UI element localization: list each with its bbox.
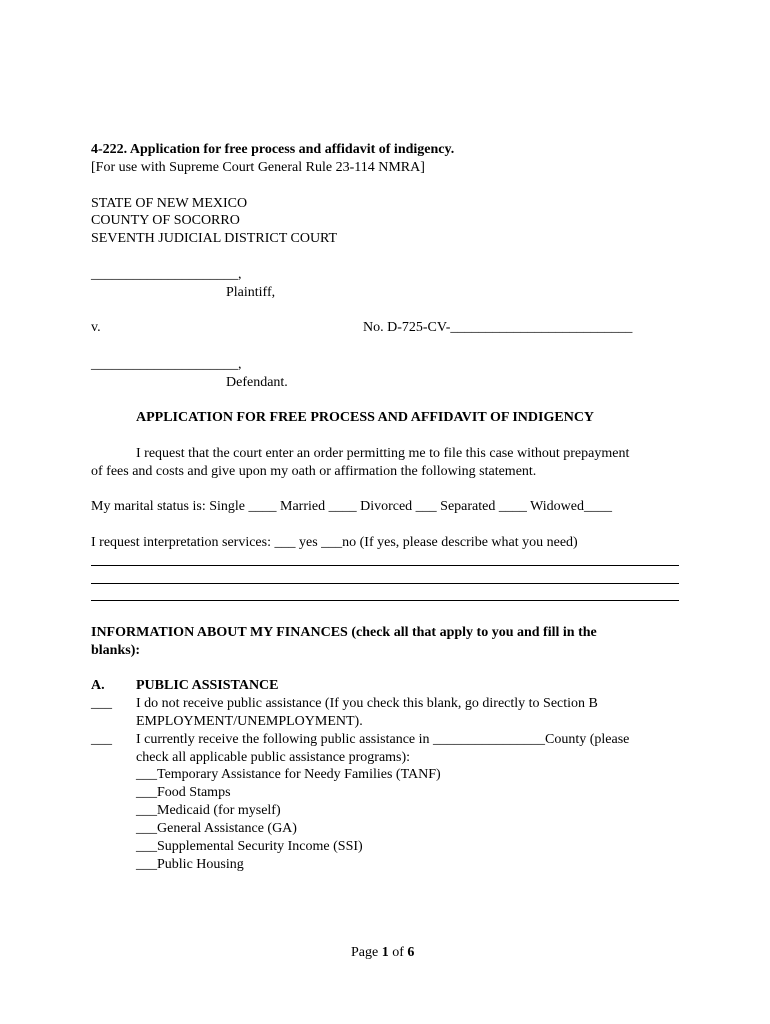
page-total: 6: [407, 945, 415, 960]
program-public-housing[interactable]: ___Public Housing: [136, 857, 244, 872]
description-line-2[interactable]: [91, 583, 679, 584]
versus-label: v.: [91, 320, 101, 335]
plaintiff-label: Plaintiff,: [226, 285, 276, 300]
defendant-label: Defendant.: [226, 375, 288, 390]
page-footer: [351, 944, 414, 962]
plaintiff-blank[interactable]: _____________________,: [91, 267, 242, 282]
marital-status-line[interactable]: My marital status is: Single ____ Married ____ Divorced ___ Separated ____ Widowed____: [91, 499, 612, 514]
no-assistance-checkbox[interactable]: ___: [91, 696, 112, 711]
description-line-3[interactable]: [91, 600, 679, 601]
of-word: of: [388, 945, 408, 960]
program-food-stamps[interactable]: ___Food Stamps: [136, 785, 231, 800]
program-medicaid[interactable]: ___Medicaid (for myself): [136, 803, 281, 818]
case-number-field[interactable]: No. D-725-CV-__________________________: [363, 320, 633, 335]
application-title: APPLICATION FOR FREE PROCESS AND AFFIDAVIT OF INDIGENCY: [136, 410, 595, 425]
receive-assistance-text-1[interactable]: I currently receive the following public assistance in ________________County (please: [136, 732, 630, 747]
intro-line-2: of fees and costs and give upon my oath or affirmation the following statement.: [91, 464, 537, 479]
interpretation-services-line[interactable]: I request interpretation services: ___ yes ___no (If yes, please describe what you need): [91, 535, 578, 550]
finances-heading-line-2: blanks):: [91, 643, 141, 658]
receive-assistance-text-2: check all applicable public assistance programs):: [136, 750, 411, 765]
program-general-assistance[interactable]: ___General Assistance (GA): [136, 821, 297, 836]
court-state: STATE OF NEW MEXICO: [91, 196, 248, 211]
program-tanf[interactable]: ___Temporary Assistance for Needy Families (TANF): [136, 767, 441, 782]
section-a-letter: A.: [91, 678, 105, 693]
description-line-1[interactable]: [91, 565, 679, 566]
finances-heading-line-1: INFORMATION ABOUT MY FINANCES (check all that apply to you and fill in the: [91, 625, 597, 640]
court-county: COUNTY OF SOCORRO: [91, 213, 240, 228]
no-assistance-text-2: EMPLOYMENT/UNEMPLOYMENT).: [136, 714, 363, 729]
defendant-blank[interactable]: _____________________,: [91, 357, 242, 372]
court-district: SEVENTH JUDICIAL DISTRICT COURT: [91, 231, 338, 246]
intro-line-1: I request that the court enter an order permitting me to file this case without prepayment: [136, 446, 630, 461]
program-ssi[interactable]: ___Supplemental Security Income (SSI): [136, 839, 363, 854]
page-word: Page: [351, 945, 382, 960]
page-current: 1: [381, 945, 389, 960]
receive-assistance-checkbox[interactable]: ___: [91, 732, 112, 747]
form-title-header: 4-222. Application for free process and affidavit of indigency.: [91, 142, 455, 157]
no-assistance-text-1: I do not receive public assistance (If you check this blank, go directly to Section B: [136, 696, 598, 711]
form-rule-reference: [For use with Supreme Court General Rule 23-114 NMRA]: [91, 160, 425, 175]
section-a-heading: PUBLIC ASSISTANCE: [136, 678, 279, 693]
